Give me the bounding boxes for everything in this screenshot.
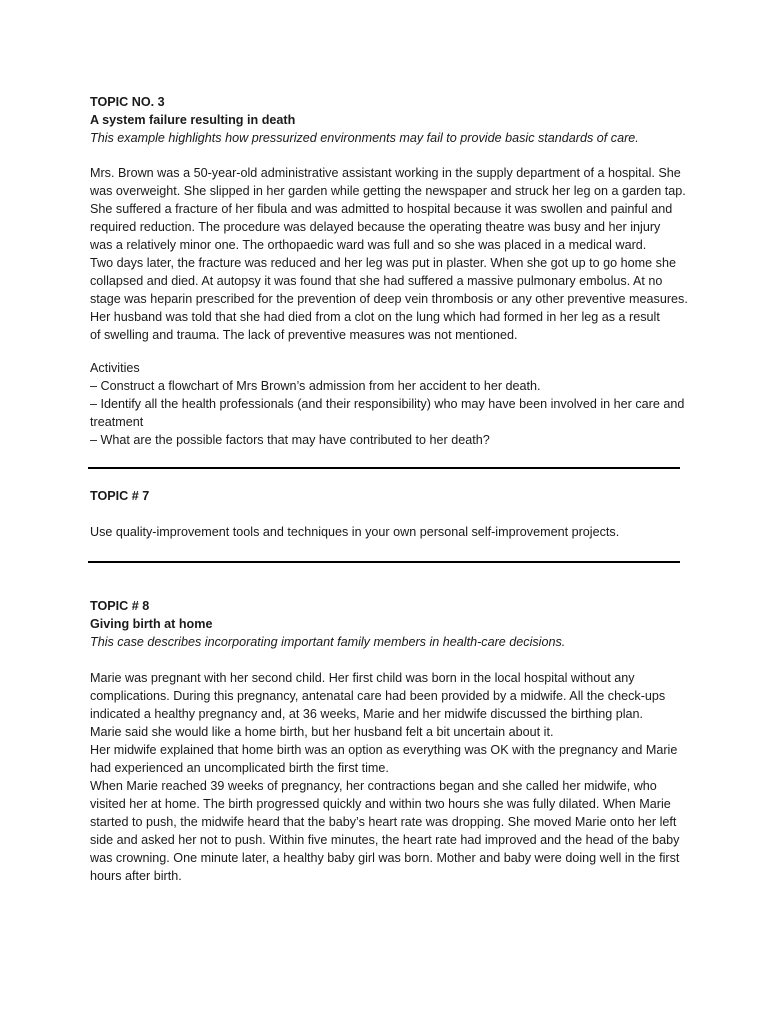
body-line: Her midwife explained that home birth was an option as everything was OK with the pregnancy and Marie [90, 743, 678, 757]
topic-8-summary: This case describes incorporating important family members in health-care decisions. [90, 635, 566, 649]
body-line: Her husband was told that she had died from a clot on the lung which had formed in her leg as a result [90, 310, 660, 324]
body-line: was crowning. One minute later, a healthy baby girl was born. Mother and baby were doing well in the first [90, 851, 680, 865]
body-line: indicated a healthy pregnancy and, at 36 weeks, Marie and her midwife discussed the birthing plan. [90, 707, 644, 721]
topic-3-activities [90, 359, 690, 449]
body-line: required reduction. The procedure was delayed because the operating theatre was busy and her injury [90, 220, 661, 234]
body-line: started to push, the midwife heard that the baby’s heart rate was dropping. She moved Marie onto her left [90, 815, 677, 829]
body-line: collapsed and died. At autopsy it was found that she had suffered a massive pulmonary embolus. At no [90, 274, 663, 288]
topic-7-body [90, 523, 690, 541]
body-line: was a relatively minor one. The orthopaedic ward was full and so she was placed in a medical ward. [90, 238, 647, 252]
topic-3-summary: This example highlights how pressurized environments may fail to provide basic standards of care. [90, 131, 639, 145]
body-line: was overweight. She slipped in her garden while getting the newspaper and struck her leg on a garden tap. [90, 184, 686, 198]
body-line: visited her at home. The birth progressed quickly and within two hours she was fully dilated. When Marie [90, 797, 671, 811]
topic-8-section [90, 597, 690, 651]
body-line: Two days later, the fracture was reduced and her leg was put in plaster. When she got up to go home she [90, 256, 676, 270]
topic-8-body [90, 669, 690, 885]
activity-item: – Identify all the health professionals (and their responsibility) who may have been involved in her care and [90, 397, 685, 411]
body-line: had experienced an uncomplicated birth the first time. [90, 761, 389, 775]
activity-item: – What are the possible factors that may have contributed to her death? [90, 433, 490, 447]
body-line: She suffered a fracture of her fibula and was admitted to hospital because it was swollen and painful and [90, 202, 673, 216]
topic-3-body [90, 164, 690, 344]
activities-label: Activities [90, 361, 140, 375]
body-line: When Marie reached 39 weeks of pregnancy, her contractions began and she called her midwife, who [90, 779, 657, 793]
body-line: hours after birth. [90, 869, 182, 883]
body-line: side and asked her not to push. Within five minutes, the heart rate had improved and the head of the baby [90, 833, 680, 847]
activity-item: treatment [90, 415, 144, 429]
body-line: Marie said she would like a home birth, but her husband felt a bit uncertain about it. [90, 725, 554, 739]
body-line: of swelling and trauma. The lack of preventive measures was not mentioned. [90, 328, 518, 342]
topic-3-section [90, 93, 690, 147]
body-line: stage was heparin prescribed for the prevention of deep vein thrombosis or any other preventive measures. [90, 292, 688, 306]
topic-8-heading: TOPIC # 8 [90, 599, 150, 613]
topic-7-section [90, 487, 690, 505]
body-line: Marie was pregnant with her second child. Her first child was born in the local hospital without any [90, 671, 635, 685]
topic-7-text: Use quality-improvement tools and techniques in your own personal self-improvement projects. [90, 525, 620, 539]
topic-8-title: Giving birth at home [90, 617, 213, 631]
activity-item: – Construct a flowchart of Mrs Brown’s admission from her accident to her death. [90, 379, 541, 393]
body-line: complications. During this pregnancy, antenatal care had been provided by a midwife. All the check-ups [90, 689, 666, 703]
topic-3-title: A system failure resulting in death [90, 113, 296, 127]
section-divider [88, 561, 680, 563]
topic-7-heading: TOPIC # 7 [90, 489, 150, 503]
topic-3-heading: TOPIC NO. 3 [90, 95, 165, 109]
body-line: Mrs. Brown was a 50-year-old administrative assistant working in the supply department of a hospital. She [90, 166, 681, 180]
section-divider [88, 467, 680, 469]
